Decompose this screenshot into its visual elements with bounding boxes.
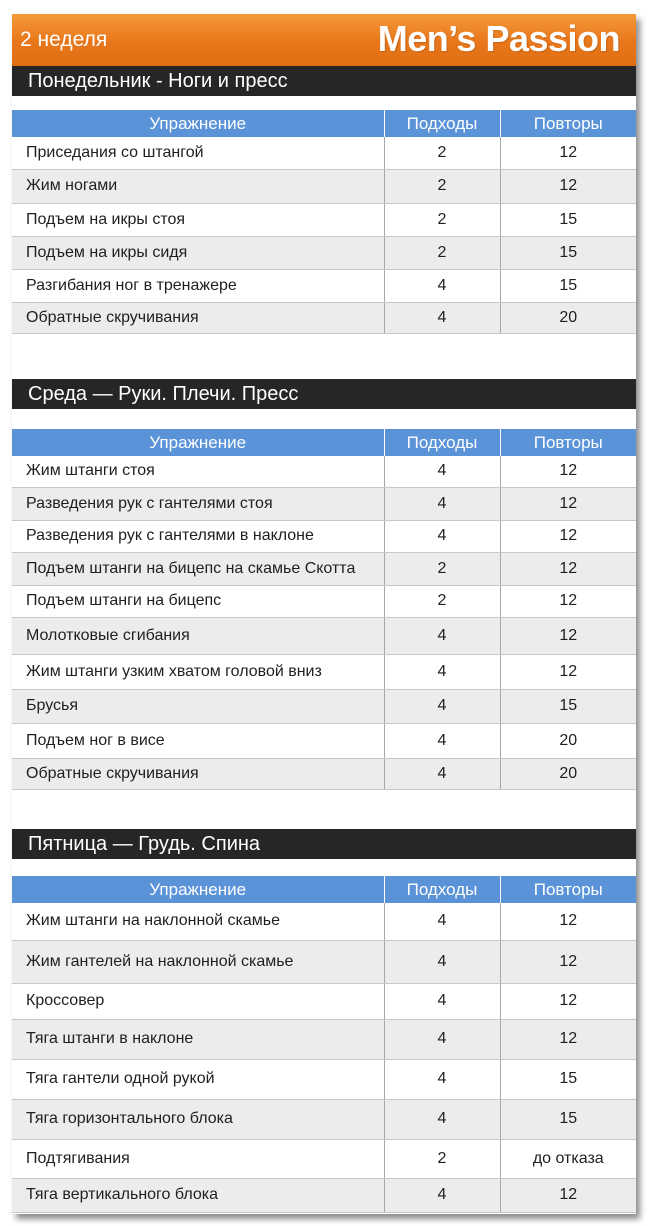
- sets-cell: 4: [384, 689, 500, 723]
- column-header-exercise: Упражнение: [12, 110, 384, 137]
- sets-cell: 4: [384, 940, 500, 983]
- sets-cell: 4: [384, 1099, 500, 1139]
- exercise-cell: Жим штанги узким хватом головой вниз: [12, 654, 384, 689]
- sets-cell: 4: [384, 723, 500, 758]
- day-title: Среда — Руки. Плечи. Пресс: [12, 379, 636, 409]
- sets-cell: 4: [384, 456, 500, 487]
- exercise-table: [12, 110, 636, 334]
- reps-cell: 12: [500, 654, 636, 689]
- table-row: [12, 1019, 636, 1059]
- table-row: [12, 1178, 636, 1212]
- sets-cell: 2: [384, 1139, 500, 1178]
- exercise-table: [12, 429, 636, 790]
- sets-cell: 2: [384, 585, 500, 617]
- reps-cell: 12: [500, 617, 636, 654]
- table-row: [12, 723, 636, 758]
- exercise-cell: Подъем ног в висе: [12, 723, 384, 758]
- reps-cell: до отказа: [500, 1139, 636, 1178]
- reps-cell: 12: [500, 552, 636, 585]
- exercise-cell: Разведения рук с гантелями стоя: [12, 487, 384, 520]
- reps-cell: 15: [500, 689, 636, 723]
- exercise-cell: Тяга штанги в наклоне: [12, 1019, 384, 1059]
- table-row: [12, 940, 636, 983]
- table-row: [12, 487, 636, 520]
- sets-cell: 4: [384, 302, 500, 333]
- reps-cell: 20: [500, 758, 636, 789]
- exercise-cell: Подъем на икры стоя: [12, 203, 384, 236]
- table-row: [12, 169, 636, 203]
- exercise-cell: Молотковые сгибания: [12, 617, 384, 654]
- column-header-reps: Повторы: [500, 876, 636, 903]
- table-row: [12, 302, 636, 333]
- exercise-cell: Жим гантелей на наклонной скамье: [12, 940, 384, 983]
- exercise-cell: Приседания со штангой: [12, 137, 384, 169]
- brand-logo: Men’s Passion: [377, 18, 620, 59]
- day-title: Пятница — Грудь. Спина: [12, 829, 636, 859]
- reps-cell: 12: [500, 983, 636, 1019]
- table-row: [12, 1139, 636, 1178]
- table-row: [12, 689, 636, 723]
- sets-cell: 2: [384, 169, 500, 203]
- table-row: [12, 456, 636, 487]
- header-banner: [12, 14, 636, 66]
- reps-cell: 12: [500, 520, 636, 552]
- reps-cell: 12: [500, 169, 636, 203]
- exercise-cell: Подъем на икры сидя: [12, 236, 384, 269]
- sets-cell: 2: [384, 552, 500, 585]
- table-row: [12, 269, 636, 302]
- column-header-sets: Подходы: [384, 110, 500, 137]
- column-header-reps: Повторы: [500, 110, 636, 137]
- exercise-cell: Тяга горизонтального блока: [12, 1099, 384, 1139]
- day-title: Понедельник - Ноги и пресс: [12, 66, 636, 96]
- reps-cell: 12: [500, 456, 636, 487]
- sets-cell: 4: [384, 617, 500, 654]
- column-header-sets: Подходы: [384, 876, 500, 903]
- table-row: [12, 1099, 636, 1139]
- sets-cell: 4: [384, 487, 500, 520]
- column-header-exercise: Упражнение: [12, 876, 384, 903]
- table-row: [12, 617, 636, 654]
- workout-sheet: [12, 14, 636, 1214]
- exercise-cell: Кроссовер: [12, 983, 384, 1019]
- reps-cell: 12: [500, 137, 636, 169]
- table-row: [12, 203, 636, 236]
- reps-cell: 15: [500, 269, 636, 302]
- sets-cell: 4: [384, 983, 500, 1019]
- reps-cell: 15: [500, 1059, 636, 1099]
- reps-cell: 20: [500, 302, 636, 333]
- reps-cell: 20: [500, 723, 636, 758]
- sets-cell: 4: [384, 1059, 500, 1099]
- table-header-row: [12, 110, 636, 137]
- exercise-table: [12, 876, 636, 1213]
- column-header-sets: Подходы: [384, 429, 500, 456]
- exercise-cell: Жим штанги стоя: [12, 456, 384, 487]
- sets-cell: 4: [384, 269, 500, 302]
- table-header-row: [12, 429, 636, 456]
- reps-cell: 15: [500, 236, 636, 269]
- exercise-cell: Жим штанги на наклонной скамье: [12, 903, 384, 940]
- exercise-cell: Жим ногами: [12, 169, 384, 203]
- sets-cell: 2: [384, 137, 500, 169]
- table-row: [12, 585, 636, 617]
- table-row: [12, 903, 636, 940]
- column-header-reps: Повторы: [500, 429, 636, 456]
- exercise-cell: Подъем штанги на бицепс: [12, 585, 384, 617]
- table-row: [12, 236, 636, 269]
- table-row: [12, 137, 636, 169]
- reps-cell: 15: [500, 1099, 636, 1139]
- sets-cell: 4: [384, 1178, 500, 1212]
- sets-cell: 2: [384, 236, 500, 269]
- exercise-cell: Брусья: [12, 689, 384, 723]
- reps-cell: 12: [500, 940, 636, 983]
- exercise-cell: Подъем штанги на бицепс на скамье Скотта: [12, 552, 384, 585]
- week-label: 2 неделя: [20, 28, 108, 51]
- sets-cell: 4: [384, 758, 500, 789]
- reps-cell: 12: [500, 487, 636, 520]
- exercise-cell: Обратные скручивания: [12, 758, 384, 789]
- table-row: [12, 758, 636, 789]
- reps-cell: 15: [500, 203, 636, 236]
- sets-cell: 4: [384, 1019, 500, 1059]
- reps-cell: 12: [500, 1019, 636, 1059]
- reps-cell: 12: [500, 585, 636, 617]
- table-row: [12, 983, 636, 1019]
- table-header-row: [12, 876, 636, 903]
- exercise-cell: Разгибания ног в тренажере: [12, 269, 384, 302]
- sets-cell: 4: [384, 654, 500, 689]
- exercise-cell: Тяга вертикального блока: [12, 1178, 384, 1212]
- sets-cell: 4: [384, 520, 500, 552]
- sets-cell: 4: [384, 903, 500, 940]
- exercise-cell: Обратные скручивания: [12, 302, 384, 333]
- reps-cell: 12: [500, 903, 636, 940]
- reps-cell: 12: [500, 1178, 636, 1212]
- table-row: [12, 552, 636, 585]
- exercise-cell: Разведения рук с гантелями в наклоне: [12, 520, 384, 552]
- table-row: [12, 520, 636, 552]
- exercise-cell: Подтягивания: [12, 1139, 384, 1178]
- table-row: [12, 654, 636, 689]
- column-header-exercise: Упражнение: [12, 429, 384, 456]
- table-row: [12, 1059, 636, 1099]
- exercise-cell: Тяга гантели одной рукой: [12, 1059, 384, 1099]
- sets-cell: 2: [384, 203, 500, 236]
